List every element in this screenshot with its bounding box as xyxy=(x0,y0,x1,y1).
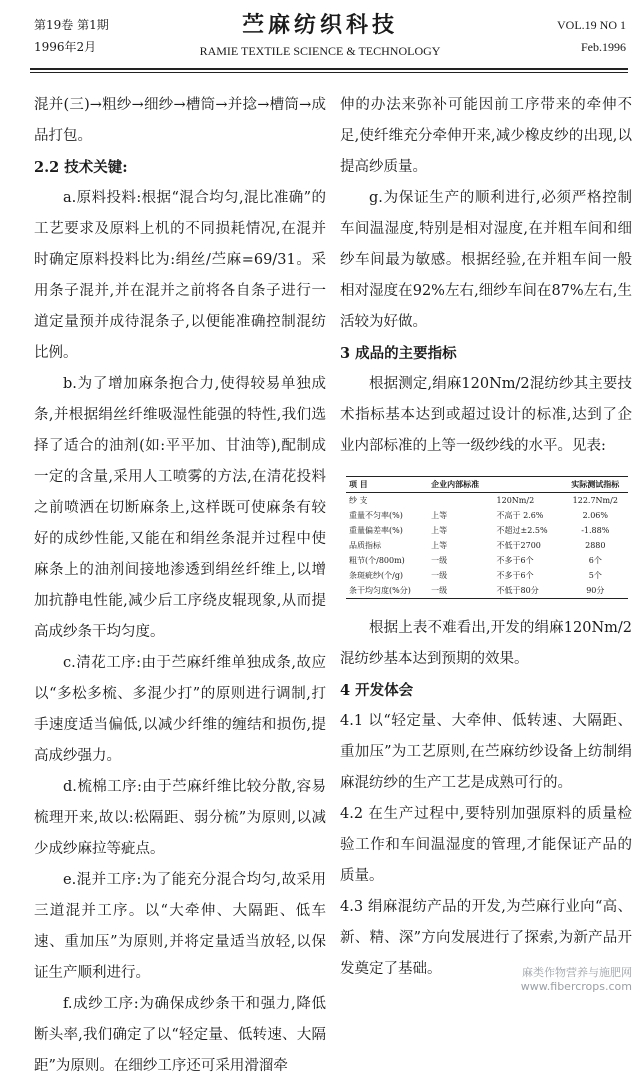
spec-header-standard-value xyxy=(494,477,563,493)
paragraph: 根据测定,绢麻120Nm/2混纺纱其主要技术指标基本达到或超过设计的标准,达到了企业内部标准的上等一级纱线的水平。见表: xyxy=(340,376,632,454)
right-column-bottom xyxy=(340,613,632,985)
spec-table-cell: 122.7Nm/2 xyxy=(572,496,618,505)
paragraph: 4.1 以“轻定量、大牵伸、低转速、大隔距、重加压”为工艺原则,在苎麻纺纱设备上纺制绢麻混纺纱的生产工艺是成熟可行的。 xyxy=(340,713,632,791)
spec-header-standard: 企业内部标准 xyxy=(431,479,480,489)
section-heading: 4 开发体会 xyxy=(340,682,414,699)
section-heading: 2.2 技术关键: xyxy=(34,159,128,176)
paragraph: e.混并工序:为了能充分混合均匀,故采用三道混并工序。以“大牵伸、大隔距、低车速、重加压”为原则,并将定量适当放轻,以保证生产顺利进行。 xyxy=(34,872,326,981)
paragraph: 4.2 在生产过程中,要特别加强原料的质量检验工作和车间温湿度的管理,才能保证产品的质量。 xyxy=(340,806,632,884)
spec-table-cell: 6个 xyxy=(588,556,602,565)
spec-table-header-row xyxy=(346,477,628,493)
spec-table-cell: 不多于6个 xyxy=(496,571,534,580)
paragraph: b.为了增加麻条抱合力,使得较易单独成条,并根据绢丝纤维吸湿性能强的特性,我们选择了适合的油剂(如:平平加、甘油等),配制成一定的含量,采用人工喷雾的方法,在清花投料之前喷洒在切断麻条上,这样既可使麻条有较好的成纱性能,又能在和绢丝条混并过程中使麻条上的油剂间接地渗透到绢丝纤维上,以增加抗静电性能,减少后工序绕皮辊现象,从而提高成纱条干均匀度。 xyxy=(34,376,326,640)
journal-title-cn: 苎麻纺织科技 xyxy=(241,12,398,38)
spec-table-cell: 品质指标 xyxy=(349,541,381,550)
volume-issue-cn: 第19卷 第1期 xyxy=(34,18,109,32)
spec-table-cell xyxy=(428,493,493,509)
paragraph: g.为保证生产的顺利进行,必须严格控制车间温湿度,特别是相对湿度,在并粗车间和细纱车间最为敏感。根据经验,在并粗车间一般相对湿度在92%左右,细纱车间在87%左右,生活较为好做。 xyxy=(340,190,632,330)
spec-header-actual: 实际测试指标 xyxy=(571,479,620,489)
spec-table-cell: 不低于2700 xyxy=(496,541,541,550)
spec-table-body xyxy=(346,493,628,599)
paragraph: f.成纱工序:为确保成纱条干和强力,降低断头率,我们确定了以“轻定量、低转速、大隔距”为原则。在细纱工序还可采用滑溜牵 xyxy=(34,996,326,1074)
spec-table-cell: 上等 xyxy=(431,541,448,550)
paragraph: c.清花工序:由于苎麻纤维单独成条,故应以“多松多梳、多混少打”的原则进行调制,打手速度适当偏低,以减少纤维的缠结和损伤,提高成纱强力。 xyxy=(34,655,326,764)
paragraph: 伸的办法来弥补可能因前工序带来的牵伸不足,使纤维充分牵伸开来,减少橡皮纱的出现,以提高纱质量。 xyxy=(340,97,632,175)
spec-table-cell: 2880 xyxy=(585,541,606,550)
header-right xyxy=(557,14,626,58)
date-en: Feb.1996 xyxy=(581,40,626,54)
paragraph: d.梳棉工序:由于苎麻纤维比较分散,容易梳理开来,故以:松隔距、弱分梳”为原则,以减少成纱麻拉等疵点。 xyxy=(34,779,326,857)
paragraph: 4.3 绢麻混纺产品的开发,为苎麻行业向“高、新、精、深”方向发展进行了探索,为新产品开发奠定了基础。 xyxy=(340,899,632,977)
spec-table-cell: 5个 xyxy=(588,571,602,580)
spec-table xyxy=(346,476,628,599)
header-rule-thick xyxy=(30,68,628,70)
spec-table-row xyxy=(346,583,628,599)
paragraph: 根据上表不难看出,开发的绢麻120Nm/2混纺纱基本达到预期的效果。 xyxy=(340,620,632,667)
spec-table-cell: 条斑疵纱(个/g) xyxy=(349,571,404,580)
watermark-line2: www.fibercrops.com xyxy=(520,980,632,993)
right-column-top xyxy=(340,90,632,462)
section-heading: 3 成品的主要指标 xyxy=(340,345,457,362)
spec-table-cell: 粗节(个/800m) xyxy=(349,556,405,565)
spec-table-cell: 重量偏差率(%) xyxy=(349,526,403,535)
spec-table-row xyxy=(346,568,628,583)
spec-table-row xyxy=(346,553,628,568)
spec-table-cell: 不高于 2.6% xyxy=(496,511,544,520)
watermark-line1: 麻类作物营养与施肥网 xyxy=(522,966,632,979)
spec-table-cell: 一级 xyxy=(431,571,448,580)
spec-table-cell: 上等 xyxy=(431,511,448,520)
spec-header-item: 项 目 xyxy=(349,479,368,489)
volume-issue-en: VOL.19 NO 1 xyxy=(557,18,626,32)
spec-table-row xyxy=(346,538,628,553)
spec-table-row xyxy=(346,508,628,523)
spec-table-cell: 120Nm/2 xyxy=(496,496,535,505)
spec-table-cell: 上等 xyxy=(431,526,448,535)
spec-table-row xyxy=(346,493,628,509)
journal-title-en: RAMIE TEXTILE SCIENCE & TECHNOLOGY xyxy=(199,44,441,58)
spec-table-cell: -1.88% xyxy=(581,526,610,535)
spec-table-cell: 90分 xyxy=(586,586,605,595)
right-column xyxy=(340,90,632,985)
paragraph: a.原料投料:根据“混合均匀,混比准确”的工艺要求及原料上机的不同损耗情况,在混并时确定原料投料比为:绢丝/苎麻=69/31。采用条子混并,并在混并之前将各自条子进行一道定量预并成待混条子,以便能准确控制混纺比例。 xyxy=(34,190,326,361)
spec-table-cell: 2.06% xyxy=(582,511,608,520)
spec-table-cell: 不低于80分 xyxy=(496,586,539,595)
spec-table-cell: 一级 xyxy=(431,586,448,595)
header-rule-thin xyxy=(30,72,628,73)
left-column xyxy=(34,90,326,1082)
spec-table-cell: 重量不匀率(%) xyxy=(349,511,403,520)
spec-table-cell: 不超过±2.5% xyxy=(496,526,548,535)
spec-table-cell: 条干均匀度(%分) xyxy=(349,586,411,595)
header-center xyxy=(0,12,640,60)
date-cn: 1996年2月 xyxy=(34,40,97,54)
site-watermark xyxy=(521,966,632,994)
paragraph: 混并(三)→粗纱→细纱→槽筒→并捻→槽筒→成品打包。 xyxy=(34,97,326,144)
spec-table-row xyxy=(346,523,628,538)
spec-table-cell: 一级 xyxy=(431,556,448,565)
spec-table-cell: 不多于6个 xyxy=(496,556,534,565)
spec-table-cell: 纱 支 xyxy=(349,496,368,505)
journal-header xyxy=(0,0,640,70)
